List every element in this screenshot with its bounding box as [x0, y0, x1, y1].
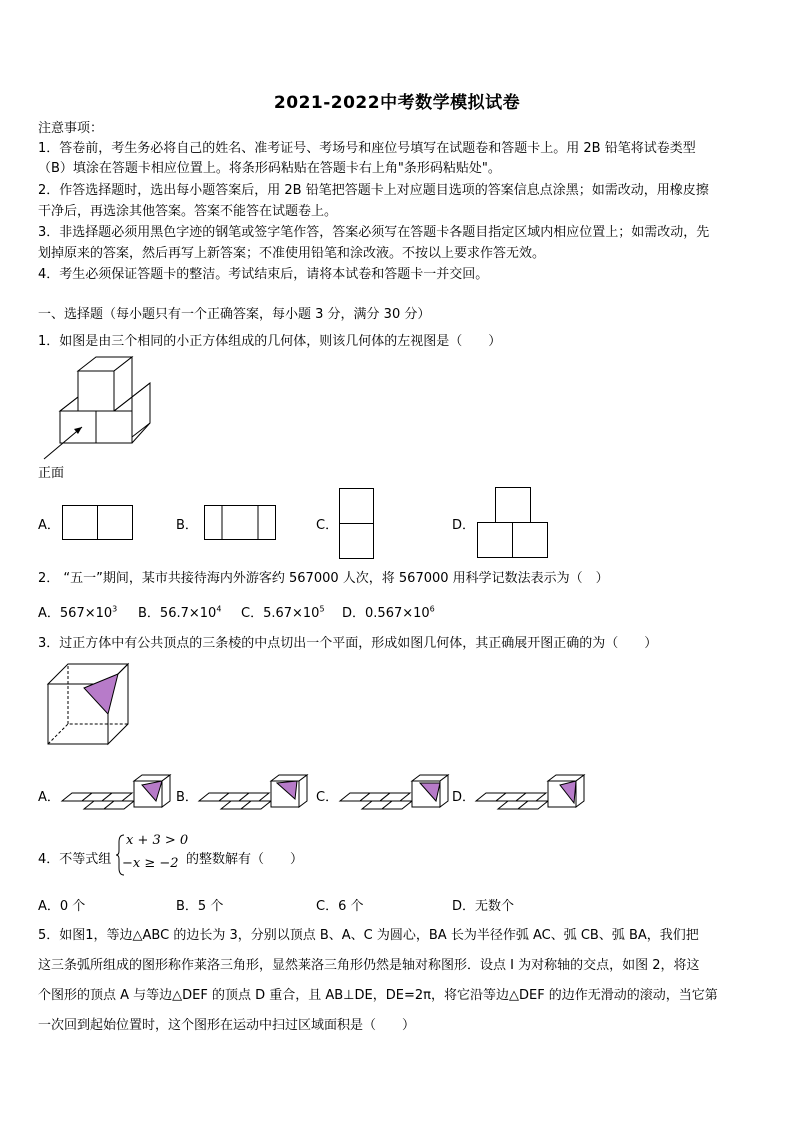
notice-line: 3．非选择题必须用黑色字迹的钢笔或签字笔作答，答案必须写在答题卡各题目指定区域内相应位置上；如需改动，先	[38, 225, 710, 240]
option-b[interactable]: B．	[176, 790, 198, 805]
page-title: 2021-2022中考数学模拟试卷	[273, 93, 521, 113]
q3-option-c-net	[340, 773, 450, 815]
question-3-text: 3．过正方体中有公共顶点的三条棱的中点切出一个平面，形成如图几何体，其正确展开图正确的为（ ）	[38, 636, 658, 651]
q4-option-a[interactable]: A．0 个	[38, 899, 86, 914]
q1-option-d-figure	[477, 487, 551, 559]
option-c[interactable]: C．	[316, 790, 339, 805]
q2-option-d[interactable]	[342, 602, 435, 621]
option-value: 0.567×10	[365, 606, 430, 621]
question-1-text: 1．如图是由三个相同的小正方体组成的几何体，则该几何体的左视图是（ ）	[38, 334, 502, 349]
question-5-line: 个图形的顶点 A 与等边△DEF 的顶点 D 重合，且 AB⊥DE，DE=2π，将它沿等边△DEF 的边作无滑动的滚动，当它第	[38, 988, 718, 1003]
option-letter: C．	[241, 606, 264, 621]
notice-line: （B）填涂在答题卡相应位置上。将条形码粘贴在答题卡右上角"条形码粘贴处"。	[38, 161, 501, 176]
q2-option-c[interactable]	[241, 602, 325, 621]
question-5-line: 5．如图1，等边△ABC 的边长为 3，分别以顶点 B、A、C 为圆心，BA 长为半径作弧 AC、弧 CB、弧 BA，我们把	[38, 928, 699, 943]
option-value: 56.7×10	[159, 606, 217, 621]
option-d[interactable]: D．	[452, 518, 476, 533]
q4-inequality-1: x + 3 > 0	[126, 833, 189, 848]
q4-option-b[interactable]: B．5 个	[176, 899, 224, 914]
q2-option-b[interactable]	[138, 602, 221, 621]
q1-option-b-figure	[204, 505, 276, 541]
notice-line: 1．答卷前，考生务必将自己的姓名、准考证号、考场号和座位号填写在试题卷和答题卡上。用 2B 铅笔将试卷类型	[38, 141, 696, 156]
notice-line: 2．作答选择题时，选出每小题答案后，用 2B 铅笔把答题卡上对应题目选项的答案信息点涂黑；如需改动，用橡皮擦	[38, 183, 709, 198]
notice-heading: 注意事项：	[38, 121, 104, 136]
q3-cube-figure	[46, 662, 128, 748]
option-d[interactable]: D．	[452, 790, 476, 805]
q4-option-d[interactable]: D．无数个	[452, 899, 515, 914]
question-4-suffix: 的整数解有（ ）	[186, 852, 304, 867]
question-5-line: 一次回到起始位置时，这个图形在运动中扫过区域面积是（ ）	[38, 1018, 416, 1033]
option-exponent: 6	[429, 604, 435, 614]
option-letter: A．	[38, 606, 60, 621]
front-label: 正面	[38, 466, 65, 481]
option-b[interactable]: B．	[176, 518, 198, 533]
q1-option-a-figure	[62, 505, 134, 541]
notice-line: 干净后，再选涂其他答案。答案不能答在试题卷上。	[38, 204, 338, 219]
question-5-line: 这三条弧所组成的图形称作莱洛三角形，显然莱洛三角形仍然是轴对称图形．设点 I 为对称轴的交点，如图 2，将这	[38, 958, 700, 973]
option-a[interactable]: A．	[38, 790, 60, 805]
q4-inequality-2: −x ≥ −2	[122, 856, 179, 871]
question-4-prefix: 4．不等式组	[38, 852, 112, 867]
section-heading: 一、选择题（每小题只有一个正确答案，每小题 3 分，满分 30 分）	[38, 307, 431, 322]
q2-option-a[interactable]	[38, 602, 117, 621]
option-exponent: 4	[216, 604, 222, 614]
option-letter: D．	[342, 606, 366, 621]
option-value: 5.67×10	[263, 606, 320, 621]
option-value: 567×10	[59, 606, 113, 621]
q4-option-c[interactable]: C．6 个	[316, 899, 364, 914]
option-a[interactable]: A．	[38, 518, 60, 533]
option-c[interactable]: C．	[316, 518, 339, 533]
q3-option-d-net	[476, 773, 586, 815]
notice-line: 划掉原来的答案，然后再写上新答案；不准使用铅笔和涂改液。不按以上要求作答无效。	[38, 246, 546, 261]
q3-option-a-net	[62, 773, 172, 815]
option-letter: B．	[138, 606, 160, 621]
q3-option-b-net	[199, 773, 309, 815]
notice-line: 4．考生必须保证答题卡的整洁。考试结束后，请将本试卷和答题卡一并交回。	[38, 267, 489, 282]
question-2-text: 2． “五一”期间，某市共接待海内外游客约 567000 人次，将 567000 用科学记数法表示为（ ）	[38, 571, 609, 586]
q1-option-c-figure	[339, 488, 375, 560]
option-exponent: 3	[112, 604, 118, 614]
option-exponent: 5	[319, 604, 325, 614]
